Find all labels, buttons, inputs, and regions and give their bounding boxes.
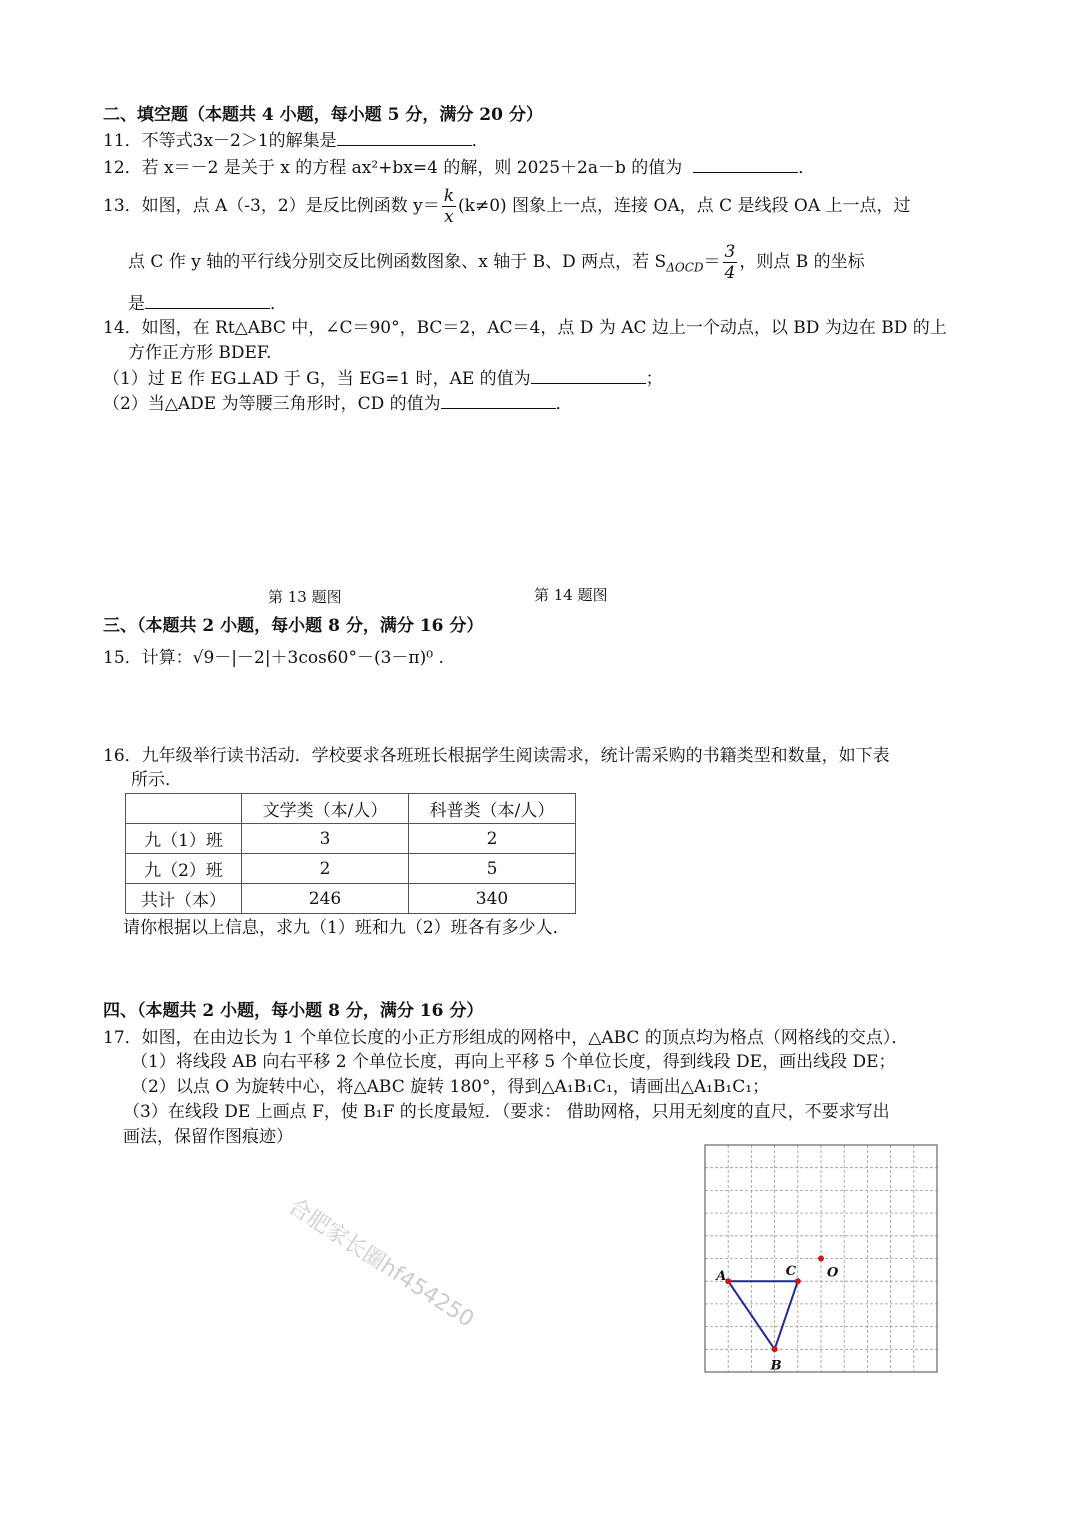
label-C: C xyxy=(302,509,315,528)
table-row xyxy=(126,884,576,914)
question-13-text-a: 13．如图，点 A（-3，2）是反比例函数 y＝ xyxy=(103,196,440,216)
label-O: O xyxy=(827,1265,839,1281)
question-14-part2-end: ． xyxy=(555,394,573,414)
label-C: C xyxy=(785,1264,797,1280)
section-3-heading: 三、（本题共 2 小题，每小题 8 分，满分 16 分） xyxy=(103,616,484,636)
table-cell: 5 xyxy=(409,854,576,884)
question-11-text: 11．不等式3x－2＞1的解集是 xyxy=(103,131,337,151)
table-header: 科普类（本/人） xyxy=(409,794,576,824)
table-cell: 2 xyxy=(409,824,576,854)
question-12 xyxy=(103,156,815,179)
label-x: x xyxy=(373,549,383,568)
question-17-part1: （1）将线段 AB 向右平移 2 个单位长度，再向上平移 5 个单位长度，得到线段 DE，画出线段 DE； xyxy=(131,1052,896,1072)
question-14-part2-text: （2）当△ADE 为等腰三角形时，CD 的值为 xyxy=(103,394,441,414)
question-17-line1: 17．如图，在由边长为 1 个单位长度的小正方形组成的网格中，△ABC 的顶点均为格点（网格线的交点）． xyxy=(103,1028,909,1048)
label-B: B xyxy=(770,1358,782,1374)
question-14-line2: 方作正方形 BDEF. xyxy=(128,343,272,363)
triangle-ABC xyxy=(728,1281,798,1349)
section-2-heading: 二、填空题（本题共 4 小题，每小题 5 分，满分 20 分） xyxy=(103,105,543,125)
table-cell: 共计（本） xyxy=(126,884,242,914)
label-B: B xyxy=(279,444,293,463)
question-13-line1 xyxy=(103,184,911,228)
figure-14 xyxy=(533,430,628,565)
question-14-part1-text: （1）过 E 作 EG⊥AD 于 G，当 EG=1 时，AE 的值为 xyxy=(103,369,531,389)
question-16-prompt: 请你根据以上信息，求九（1）班和九（2）班各有多少人． xyxy=(123,918,570,938)
point-O xyxy=(818,1256,824,1262)
label-F: F xyxy=(629,491,637,504)
question-16-line1: 16．九年级举行读书活动．学校要求各班班长根据学生阅读需求，统计需采购的书籍类型和数量，如下表 xyxy=(103,746,890,766)
table-header xyxy=(126,794,242,824)
table-cell: 340 xyxy=(409,884,576,914)
point-B xyxy=(772,1346,778,1352)
label-A: A xyxy=(716,1269,727,1285)
table-header-row xyxy=(126,794,576,824)
section-4-heading: 四、（本题共 2 小题，每小题 8 分，满分 16 分） xyxy=(103,1001,484,1021)
question-15: 15．计算：√9－|－2|＋3cos60°－(3－π)⁰ . xyxy=(103,648,444,668)
table-header: 文学类（本/人） xyxy=(242,794,409,824)
table-cell: 3 xyxy=(242,824,409,854)
label-D: D xyxy=(289,552,303,571)
label-E: E xyxy=(564,456,573,469)
answer-blank-14-1[interactable] xyxy=(531,367,646,384)
question-13-text-c: 点 C 作 y 轴的平行线分别交反比例函数图象、x 轴于 B、D 两点，若 S xyxy=(128,252,667,272)
table-cell: 九（2）班 xyxy=(126,854,242,884)
question-17-part3: （3）在线段 DE 上画点 F，使 B₁F 的长度最短．（要求： 借助网格，只用无刻度的直尺，不要求写出 xyxy=(123,1102,890,1122)
table-row xyxy=(126,824,576,854)
question-13-line3 xyxy=(128,292,287,315)
question-16-line2: 所示． xyxy=(131,770,182,790)
fraction-3-over-4 xyxy=(723,242,738,283)
fraction-numerator: 3 xyxy=(724,242,736,262)
question-17-part3b: 画法，保留作图痕迹） xyxy=(123,1127,293,1147)
label-A: A xyxy=(246,484,259,503)
label-D: D xyxy=(523,527,532,540)
equals-sign: ＝ xyxy=(703,252,721,272)
question-12-text: 12．若 x＝－2 是关于 x 的方程 ax²+bx=4 的解，则 2025＋2a－b 的值为 xyxy=(103,158,683,178)
area-subscript: ΔOCD xyxy=(666,260,704,275)
figure-13-caption: 第 13 题图 xyxy=(268,588,342,606)
question-13-text-e: 是 xyxy=(128,294,145,314)
label-C: C xyxy=(523,562,532,575)
question-11 xyxy=(103,129,489,152)
answer-blank-11[interactable] xyxy=(337,129,472,146)
grid-figure xyxy=(705,1145,937,1372)
label-A: A xyxy=(529,421,537,434)
question-13-text-d: ，则点 B 的坐标 xyxy=(739,252,865,272)
question-14-part1-end: ； xyxy=(645,369,663,389)
question-14-line1: 14．如图，在 Rt△ABC 中，∠C＝90°，BC＝2，AC＝4，点 D 为 AC 边上一个动点，以 BD 为边在 BD 的上 xyxy=(103,318,947,338)
answer-blank-13[interactable] xyxy=(145,292,270,309)
question-17-part2: （2）以点 O 为旋转中心，将△ABC 旋转 180°，得到△A₁B₁C₁，请画出△A₁B₁C₁； xyxy=(131,1077,770,1097)
question-12-end: ． xyxy=(798,158,816,178)
fraction-denominator: x xyxy=(444,207,454,227)
fraction-numerator: k xyxy=(443,186,455,206)
fraction-k-over-x xyxy=(442,186,456,227)
table-cell: 2 xyxy=(242,854,409,884)
table-cell: 246 xyxy=(242,884,409,914)
question-11-end: ． xyxy=(471,131,489,151)
label-B: B xyxy=(598,562,607,575)
figure-14-caption: 第 14 题图 xyxy=(534,586,608,604)
label-y: y xyxy=(338,425,348,444)
label-O: O xyxy=(320,552,334,571)
table-row xyxy=(126,854,576,884)
question-13-text-b: (k≠0) 图象上一点，连接 OA，点 C 是线段 OA 上一点，过 xyxy=(458,196,911,216)
watermark: 合肥家长圈hf454250 xyxy=(283,1194,479,1333)
answer-blank-12[interactable] xyxy=(693,156,798,173)
table-cell: 九（1）班 xyxy=(126,824,242,854)
book-table xyxy=(125,793,576,914)
question-13-line2 xyxy=(128,240,865,289)
answer-blank-14-2[interactable] xyxy=(441,392,556,409)
fraction-denominator: 4 xyxy=(724,263,736,283)
question-14-part1 xyxy=(103,367,663,390)
question-13-end: ． xyxy=(270,294,287,314)
question-14-part2 xyxy=(103,392,573,415)
